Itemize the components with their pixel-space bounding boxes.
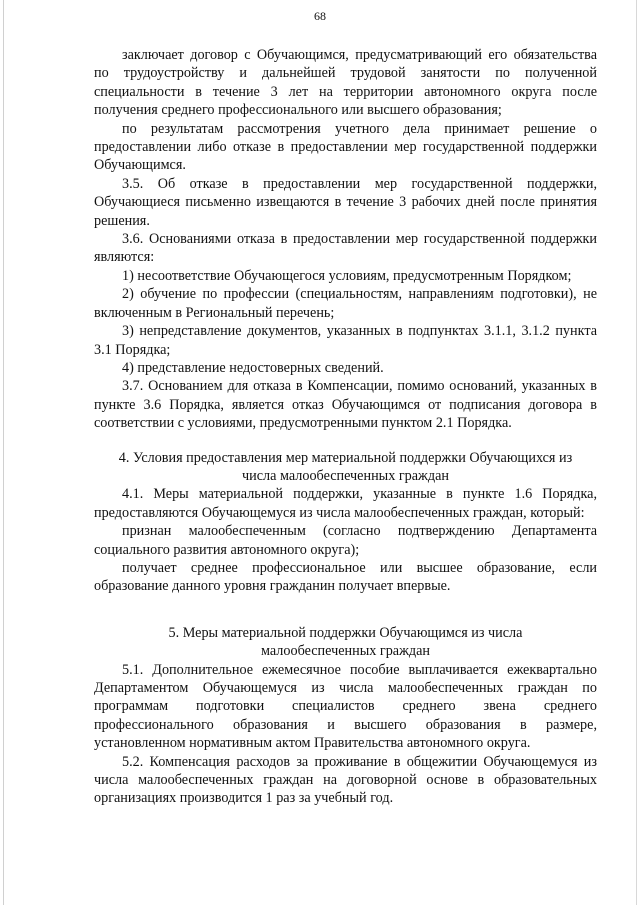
- paragraph: получает среднее профессиональное или высшее образование, если образование данного уровня гражданин получает впервые.: [94, 559, 597, 595]
- paragraph-3-6: 3.6. Основаниями отказа в предоставлении мер государственной поддержки являются:: [94, 231, 597, 266]
- paragraph: заключает договор с Обучающимся, предусматривающий его обязательства по трудоустройству и дальнейшей трудовой занятости по полученной специальности в течение 3 лет на территории автономного округа после получения среднего профессионального или высшего образования;: [94, 47, 597, 119]
- section-5-heading: [94, 624, 597, 661]
- paragraph-3-5: 3.5. Об отказе в предоставлении мер государственной поддержки, Обучающиеся письменно извещаются в течение 3 рабочих дней после принятия решения.: [94, 175, 597, 229]
- paragraph-5-1: 5.1. Дополнительное ежемесячное пособие выплачивается ежеквартально Департаментом Обучающемуся из числа малообеспеченных граждан по программам подготовки специалистов среднего звена среднего профессионального образования и высшего образования в размере, установленном нормативным актом Правительства автономного округа.: [94, 661, 597, 752]
- paragraph-4-1: 4.1. Меры материальной поддержки, указанные в пункте 1.6 Порядка, предоставляются Обучающемуся из числа малообеспеченных граждан, который:: [94, 486, 597, 521]
- section-4-heading: [94, 449, 597, 486]
- scan-edge-right: [636, 0, 637, 905]
- scan-edge-left: [3, 0, 4, 905]
- list-item: 1) несоответствие Обучающегося условиям, предусмотренным Порядком;: [122, 267, 572, 284]
- list-item: 4) представление недостоверных сведений.: [122, 359, 384, 376]
- paragraph-3-7: 3.7. Основанием для отказа в Компенсации, помимо оснований, указанных в пункте 3.6 Порядка, является отказ Обучающимся от подписания договора в соответствии с условиями, предусмотренными пунктом 2.1 Порядка.: [94, 378, 597, 432]
- document-body: [94, 46, 597, 808]
- section-heading-line: 4. Условия предоставления мер материальной поддержки Обучающихся из: [118, 449, 573, 466]
- list-item: 2) обучение по профессии (специальностям, направлениям подготовки), не включенным в Региональный перечень;: [94, 286, 597, 321]
- section-heading-line: 5. Меры материальной поддержки Обучающимся из числа: [168, 624, 523, 641]
- paragraph-5-2: 5.2. Компенсация расходов за проживание в общежитии Обучающемуся из числа малообеспеченных граждан на договорной основе в образовательных организациях производится 1 раз за учебный год.: [94, 753, 597, 807]
- section-heading-line: числа малообеспеченных граждан: [242, 467, 449, 484]
- page-number: 68: [314, 9, 326, 23]
- section-heading-line: малообеспеченных граждан: [261, 643, 430, 660]
- paragraph: по результатам рассмотрения учетного дела принимает решение о предоставлении либо отказе в предоставлении мер государственной поддержки Обучающимся.: [94, 120, 597, 174]
- list-item: 3) непредставление документов, указанных в подпунктах 3.1.1, 3.1.2 пункта 3.1 Порядка;: [94, 323, 597, 358]
- paragraph: признан малообеспеченным (согласно подтверждению Департамента социального развития автономного округа);: [94, 523, 597, 558]
